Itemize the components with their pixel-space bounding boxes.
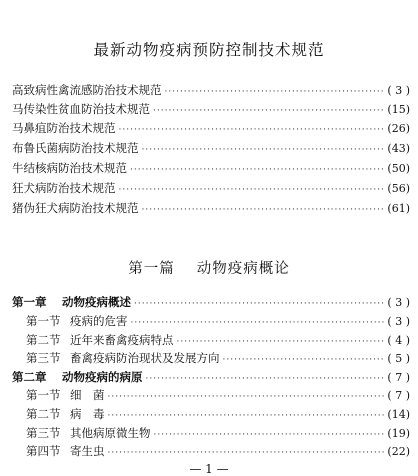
chapter-number: 第二章 <box>12 370 47 384</box>
dot-leader <box>134 299 384 309</box>
dot-leader <box>119 185 385 195</box>
toc-entry-title: 狂犬病防治技术规范 <box>12 181 116 195</box>
toc-entry-page: (26) <box>387 122 410 135</box>
toc-entry-page: (15) <box>387 103 410 116</box>
dot-leader <box>142 205 385 215</box>
chapter-title: 动物疫病概述 <box>62 295 131 309</box>
toc-entry-title: 马鼻疽防治技术规范 <box>12 121 116 135</box>
dot-leader <box>119 125 385 135</box>
toc-entry-page: (19) <box>387 427 410 440</box>
section-number: 第二节 <box>26 407 61 421</box>
toc-entry-page: (56) <box>387 182 410 195</box>
part-title: 动物疫病概论 <box>196 261 290 277</box>
section-number: 第三节 <box>26 426 61 440</box>
dot-leader <box>146 374 385 384</box>
toc-entry-page: (50) <box>387 162 410 175</box>
toc-entry-page: (22) <box>387 445 410 458</box>
toc-entry-label <box>26 406 105 422</box>
section-title: 其他病原微生物 <box>70 426 151 440</box>
dot-leader <box>130 165 384 175</box>
part-heading <box>0 257 418 278</box>
toc-entry-title: 布鲁氏菌病防治技术规范 <box>12 141 139 155</box>
dot-leader <box>142 145 385 155</box>
chapter-number: 第一章 <box>12 295 47 309</box>
toc-entry <box>12 101 410 119</box>
section-title: 近年来畜禽疫病特点 <box>70 333 174 347</box>
section-number: 第一节 <box>26 388 61 402</box>
dot-leader <box>154 430 385 440</box>
section-title: 病 毒 <box>70 407 105 421</box>
chapter-entry <box>12 294 410 312</box>
section-entry <box>12 387 410 405</box>
toc-entry-page: ( 3 ) <box>387 296 410 309</box>
section-title: 畜禽疫病防治现状及发展方向 <box>70 351 220 365</box>
part-number: 第一篇 <box>128 261 175 277</box>
section-number: 第一节 <box>26 314 61 328</box>
toc-entry-page: (61) <box>387 202 410 215</box>
toc-entry-page: ( 4 ) <box>387 334 410 347</box>
toc-entry-title: 猪伪狂犬病防治技术规范 <box>12 201 139 215</box>
toc-entry-label <box>26 387 105 403</box>
dot-leader <box>131 318 385 328</box>
section-entry <box>12 313 410 331</box>
book-title: 最新动物疫病预防控制技术规范 <box>93 41 325 59</box>
dot-leader <box>223 355 385 365</box>
chapter-title: 动物疫病的病原 <box>62 370 143 384</box>
section-title: 疫病的危害 <box>70 314 128 328</box>
section-number: 第四节 <box>26 444 61 458</box>
toc-entry-page: ( 7 ) <box>387 371 410 384</box>
section-entry <box>12 425 410 443</box>
toc-entry-page: ( 3 ) <box>387 84 410 97</box>
dot-leader <box>153 106 384 116</box>
page-folio: — 1 — <box>189 462 229 476</box>
toc-entry-title: 马传染性贫血防治技术规范 <box>12 102 150 116</box>
toc-entry-label <box>26 350 220 366</box>
toc-entry-page: (43) <box>387 142 410 155</box>
toc-entry <box>12 160 410 178</box>
dot-leader <box>108 411 385 421</box>
toc-entry <box>12 82 410 100</box>
toc-entry <box>12 200 410 218</box>
section-entry <box>12 443 410 461</box>
dot-leader <box>108 448 385 458</box>
toc-entry <box>12 120 410 138</box>
toc-entry-label <box>26 425 151 441</box>
section-title: 细 菌 <box>70 388 105 402</box>
section-title: 寄生虫 <box>70 444 105 458</box>
section-entry <box>12 406 410 424</box>
toc-entry <box>12 140 410 158</box>
toc-entry-label <box>26 313 128 329</box>
toc-entry-label <box>26 332 174 348</box>
toc-entry-title: 牛结核病防治技术规范 <box>12 161 127 175</box>
section-number: 第三节 <box>26 351 61 365</box>
dot-leader <box>177 337 385 347</box>
section-entry <box>12 332 410 350</box>
toc-entry-page: (14) <box>387 408 410 421</box>
toc-entry-label <box>12 294 131 310</box>
section-number: 第二节 <box>26 333 61 347</box>
section-entry <box>12 350 410 368</box>
dot-leader <box>165 87 385 97</box>
toc-entry-label <box>12 369 143 385</box>
toc-entry <box>12 180 410 198</box>
toc-entry-label <box>26 443 105 459</box>
toc-entry-page: ( 7 ) <box>387 389 410 402</box>
toc-entry-title: 高致病性禽流感防治技术规范 <box>12 83 162 97</box>
toc-entry-page: ( 3 ) <box>387 315 410 328</box>
toc-entry-page: ( 5 ) <box>387 352 410 365</box>
chapter-entry <box>12 369 410 387</box>
dot-leader <box>108 392 385 402</box>
